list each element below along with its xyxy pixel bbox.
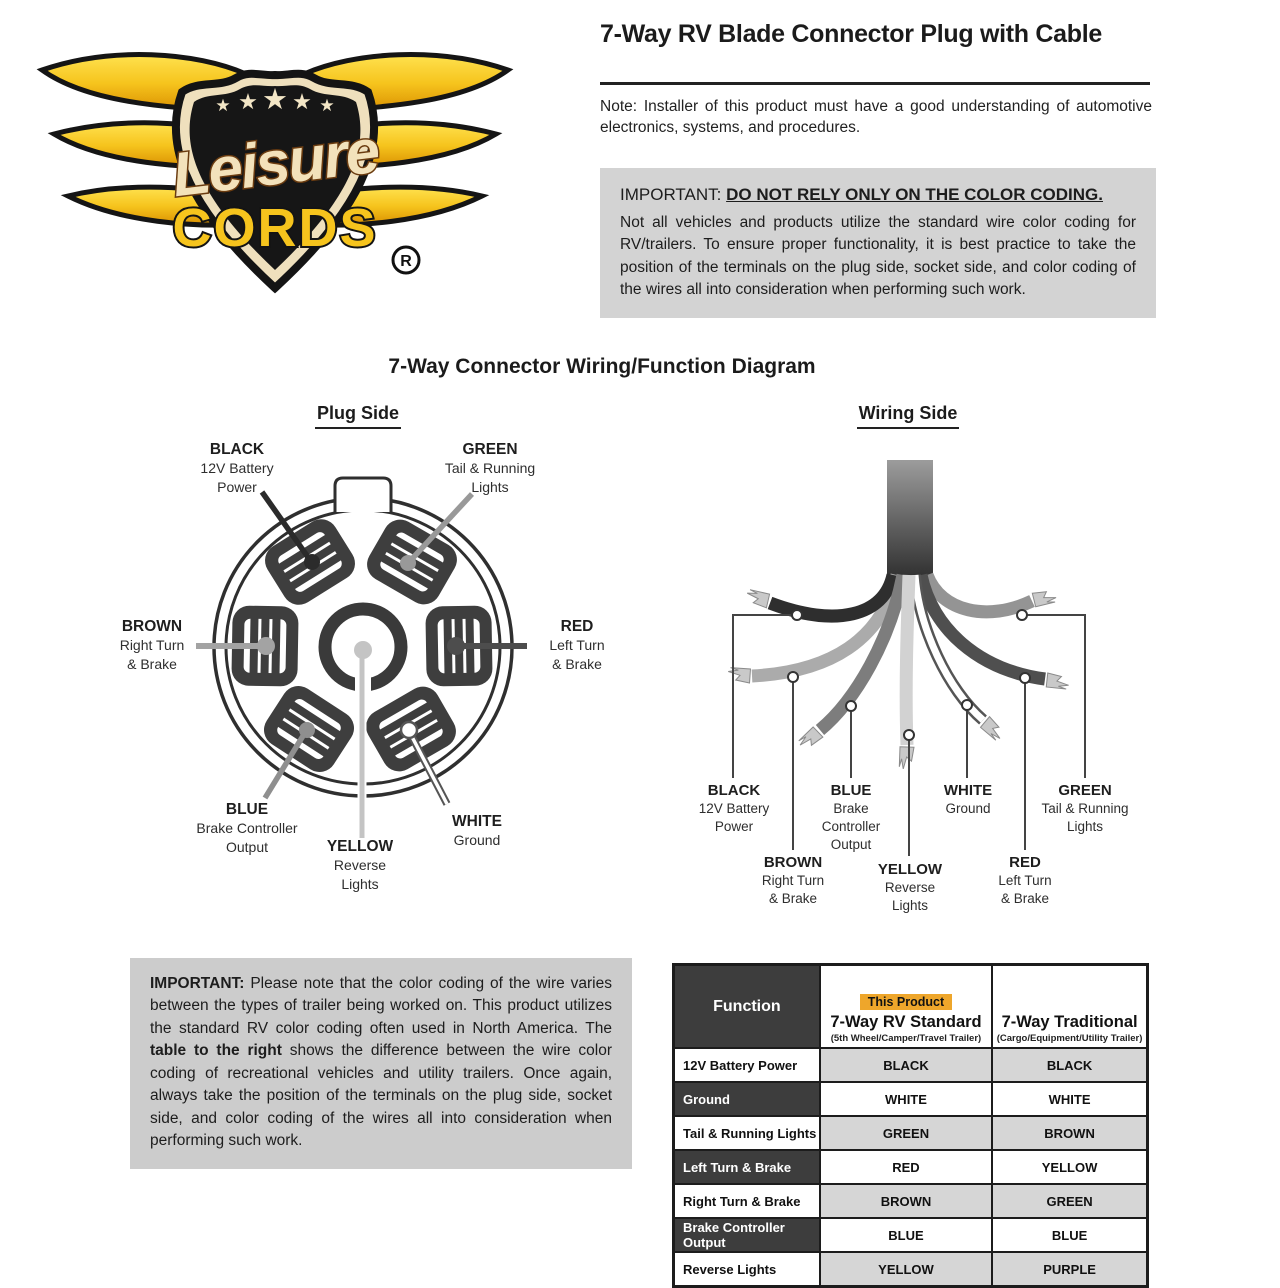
cable-jacket — [887, 460, 933, 580]
note-text-before: Please note that the color coding of the wire varies between the types of trailer being worked on. This product utilizes the standard RV color coding often used in North America. The — [150, 975, 612, 1037]
table-row — [674, 1252, 1148, 1287]
warning-headline — [620, 183, 1136, 208]
traditional-color-cell: GREEN — [992, 1184, 1147, 1218]
table-row — [674, 1048, 1148, 1082]
wire-black — [770, 575, 893, 616]
plug-label-white: WHITE — [452, 813, 502, 830]
table-row — [674, 1082, 1148, 1116]
installer-note: Note: Installer of this product must have a good understanding of automotive electronics, systems, and procedures. — [600, 98, 1152, 137]
plug-side-diagram — [80, 398, 640, 918]
plug-label-black-line: 12V Battery — [200, 460, 274, 476]
brand-script-leisure: Leisure — [168, 116, 382, 211]
rv-color-cell: GREEN — [820, 1116, 992, 1150]
traditional-color-cell: WHITE — [992, 1082, 1147, 1116]
svg-text:R: R — [400, 253, 412, 270]
wiring-label-red: RED — [1009, 854, 1041, 871]
traditional-color-cell: BROWN — [992, 1116, 1147, 1150]
wiring-label-yellow: YELLOW — [877, 861, 943, 878]
star-icon: ★ — [262, 84, 288, 116]
plug-label-yellow: YELLOW — [326, 838, 394, 855]
plug-label-red-line: Left Turn — [549, 637, 605, 653]
traditional-subtitle: (Cargo/Equipment/Utility Trailer) — [996, 1033, 1143, 1044]
rv-color-cell: YELLOW — [820, 1252, 992, 1287]
note-bold-phrase: table to the right — [150, 1042, 282, 1060]
brand-block-cords: CORDS — [172, 198, 378, 258]
plug-label-blue-line: Brake Controller — [196, 820, 298, 836]
rv-standard-title: 7-Way RV Standard — [830, 1012, 982, 1031]
wiring-label-brown-line: & Brake — [768, 891, 818, 906]
traditional-color-cell: PURPLE — [992, 1252, 1147, 1287]
wire-bundle — [752, 575, 1045, 745]
table-row — [674, 1150, 1148, 1184]
traditional-color-cell: BLUE — [992, 1218, 1147, 1252]
wire-color-table — [672, 963, 1149, 1288]
table-row — [674, 1218, 1148, 1252]
rv-color-cell: BROWN — [820, 1184, 992, 1218]
traditional-color-cell: YELLOW — [992, 1150, 1147, 1184]
plug-label-yellow-line: Reverse — [333, 857, 387, 873]
wiring-label-blue: BLUE — [830, 782, 872, 799]
plug-label-red: RED — [560, 618, 594, 635]
warning-body: Not all vehicles and products utilize the standard wire color coding for RV/trailers. To ensure proper functionality, it is best practice to take the position of the terminals on the plug side, socket side, and color coding of the wires all into consideration when performing such work. — [620, 213, 1136, 299]
function-cell: Ground — [674, 1082, 820, 1116]
wiring-label-blue-line: Output — [830, 837, 872, 852]
function-cell: Brake Controller Output — [674, 1218, 820, 1252]
warning-headline-bold: DO NOT RELY ONLY ON THE COLOR CODING. — [726, 185, 1103, 204]
wiring-label-blue-line: Controller — [821, 819, 881, 834]
wiring-side-heading-text: Wiring Side — [857, 403, 960, 429]
rv-color-cell: RED — [820, 1150, 992, 1184]
wiring-label-black-line: Power — [714, 819, 754, 834]
color-coding-note-box — [130, 958, 632, 1169]
plug-label-brown-line: Right Turn — [119, 637, 185, 653]
function-cell: Right Turn & Brake — [674, 1184, 820, 1218]
wiring-label-black: BLACK — [707, 782, 761, 799]
diagram-heading: 7-Way Connector Wiring/Function Diagram — [388, 355, 816, 378]
plug-label-green-line: Tail & Running — [444, 460, 536, 476]
plug-label-yellow-line: Lights — [341, 876, 379, 892]
wiring-label-yellow-line: Lights — [891, 898, 929, 913]
wiring-label-red-line: Left Turn — [998, 873, 1052, 888]
rv-color-cell: WHITE — [820, 1082, 992, 1116]
wiring-label-blue-line: Brake — [833, 801, 869, 816]
function-cell: Left Turn & Brake — [674, 1150, 820, 1184]
plug-label-white-line: Ground — [453, 832, 501, 848]
plug-side-heading-text: Plug Side — [315, 403, 401, 429]
wiring-label-brown-line: Right Turn — [761, 873, 825, 888]
wire-green — [927, 575, 1032, 612]
wiring-label-white: WHITE — [943, 782, 993, 799]
wiring-label-black-line: 12V Battery — [698, 801, 770, 816]
rv-color-cell: BLACK — [820, 1048, 992, 1082]
plug-label-brown: BROWN — [121, 618, 183, 635]
plug-label-blue-line: Output — [225, 839, 269, 855]
color-coding-warning-box — [600, 168, 1156, 318]
rv-standard-subtitle: (5th Wheel/Camper/Travel Trailer) — [830, 1033, 982, 1044]
header-rv-standard — [820, 965, 992, 1049]
title-divider — [600, 82, 1150, 85]
header-traditional — [992, 965, 1147, 1049]
note-text-after: shows the difference between the wire color coding of recreational vehicles and utility trailers. Once again, always take the position of the terminals on the plug side, socket side, and color coding of the wires all into consideration when performing such work. — [150, 1042, 612, 1150]
plug-label-blue: BLUE — [225, 801, 269, 818]
header-function: Function — [674, 965, 820, 1049]
note-label: IMPORTANT: — [150, 975, 245, 992]
table-header-row — [674, 965, 1148, 1049]
star-icon: ★ — [292, 89, 312, 114]
leisure-cords-logo — [34, 12, 516, 304]
wiring-side-diagram — [690, 398, 1160, 918]
table-row — [674, 1116, 1148, 1150]
wiring-label-brown: BROWN — [763, 854, 823, 871]
plug-label-black-line: Power — [217, 479, 257, 495]
star-icon: ★ — [319, 96, 335, 115]
plug-label-brown-line: & Brake — [127, 656, 177, 672]
plug-label-green: GREEN — [462, 441, 518, 458]
function-cell: 12V Battery Power — [674, 1048, 820, 1082]
wiring-label-red-line: & Brake — [1000, 891, 1050, 906]
wiring-label-green: GREEN — [1058, 782, 1112, 799]
traditional-title: 7-Way Traditional — [1001, 1012, 1138, 1031]
wire-yellow — [906, 575, 909, 745]
function-cell: Tail & Running Lights — [674, 1116, 820, 1150]
plug-label-black: BLACK — [209, 441, 265, 458]
traditional-color-cell: BLACK — [992, 1048, 1147, 1082]
wiring-label-green-line: Tail & Running — [1041, 801, 1129, 816]
wiring-label-white-line: Ground — [945, 801, 991, 816]
this-product-badge: This Product — [860, 994, 952, 1010]
star-icon: ★ — [238, 89, 258, 114]
table-row — [674, 1184, 1148, 1218]
page-title: 7-Way RV Blade Connector Plug with Cable — [600, 20, 1102, 48]
wiring-label-green-line: Lights — [1066, 819, 1104, 834]
rv-color-cell: BLUE — [820, 1218, 992, 1252]
plug-label-green-line: Lights — [471, 479, 509, 495]
registered-mark — [393, 247, 419, 273]
star-icon: ★ — [215, 96, 231, 115]
function-cell: Reverse Lights — [674, 1252, 820, 1287]
warning-label: IMPORTANT: — [620, 185, 727, 204]
plug-label-red-line: & Brake — [552, 656, 602, 672]
wiring-label-yellow-line: Reverse — [884, 880, 936, 895]
